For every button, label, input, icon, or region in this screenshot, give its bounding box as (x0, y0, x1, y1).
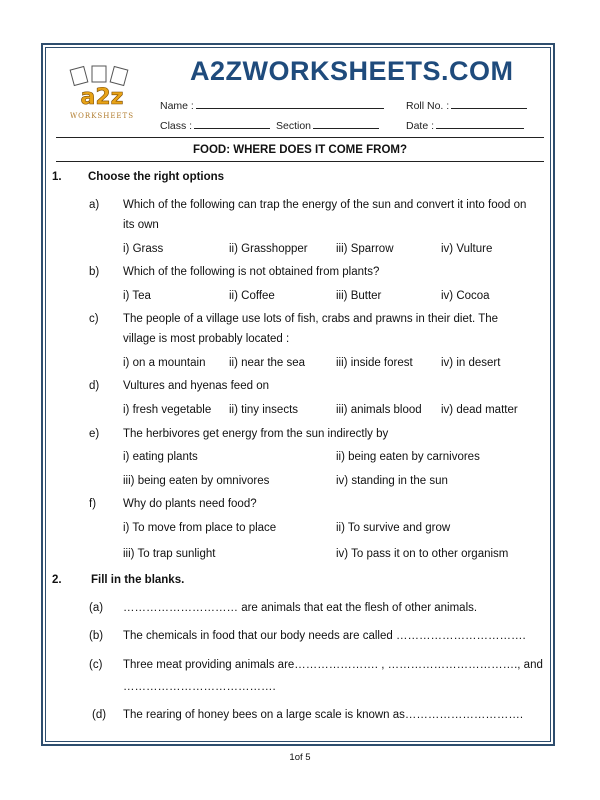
date-field: Date : (406, 118, 524, 132)
option: iv) dead matter (441, 404, 518, 416)
option: ii) To survive and grow (336, 522, 451, 534)
question-label: e) (89, 428, 100, 440)
option: iii) inside forest (336, 357, 413, 369)
question-label: f) (89, 498, 97, 510)
option: ii) near the sea (229, 357, 306, 369)
question-text: The rearing of honey bees on a large scale is known as…………………………. (123, 709, 524, 721)
question-text: Which of the following is not obtained from plants? (123, 266, 380, 278)
name-field: Name : (160, 98, 384, 112)
page-number: 1of 5 (289, 752, 311, 763)
option: ii) Grasshopper (229, 243, 308, 255)
question-text: …………………………………. (123, 681, 276, 693)
svg-text:WORKSHEETS: WORKSHEETS (69, 112, 135, 120)
option: i) Tea (123, 290, 151, 302)
option: i) To move from place to place (123, 522, 277, 534)
question-text: The herbivores get energy from the sun indirectly by (123, 428, 389, 440)
site-title: A2ZWORKSHEETS.COM (190, 56, 514, 86)
question-text: Why do plants need food? (123, 498, 257, 510)
option: iii) Sparrow (336, 243, 394, 255)
question-label: a) (89, 199, 100, 211)
question-label: (d) (92, 709, 107, 721)
question-label: (c) (89, 659, 103, 671)
option: i) fresh vegetable (123, 404, 212, 416)
option: ii) tiny insects (229, 404, 299, 416)
option: iii) Butter (336, 290, 382, 302)
title-divider (56, 161, 544, 162)
option: iv) Cocoa (441, 290, 490, 302)
section2-heading: Fill in the blanks. (91, 574, 185, 586)
section1-number: 1. (52, 171, 62, 183)
option: iv) in desert (441, 357, 501, 369)
question-label: d) (89, 380, 100, 392)
question-text: The people of a village use lots of fish, crabs and prawns in their diet. The (123, 313, 499, 325)
option: i) on a mountain (123, 357, 206, 369)
question-label: b) (89, 266, 100, 278)
question-text: ………………………… are animals that eat the flesh of other animals. (123, 602, 478, 614)
question-label: (b) (89, 630, 104, 642)
class-field: Class : (160, 118, 270, 132)
option: iv) Vulture (441, 243, 493, 255)
section2-number: 2. (52, 574, 62, 586)
option: i) eating plants (123, 451, 198, 463)
section1-heading: Choose the right options (88, 171, 225, 183)
question-text: Which of the following can trap the energy of the sun and convert it into food on (123, 199, 527, 211)
option: ii) being eaten by carnivores (336, 451, 480, 463)
question-text: Three meat providing animals are…………………. , ……………………………., and (123, 659, 543, 671)
option: iv) standing in the sun (336, 475, 448, 487)
option: iii) being eaten by omnivores (123, 475, 270, 487)
svg-text:a2z: a2z (80, 85, 124, 110)
question-text: village is most probably located : (123, 333, 290, 345)
question-text: its own (123, 219, 159, 231)
worksheet-title: FOOD: WHERE DOES IT COME FROM? (192, 144, 408, 156)
option: i) Grass (123, 243, 164, 255)
option: iii) animals blood (336, 404, 422, 416)
option: iv) To pass it on to other organism (336, 548, 509, 560)
header-divider (56, 137, 544, 138)
question-label: c) (89, 313, 99, 325)
question-label: (a) (89, 602, 104, 614)
a2z-logo (62, 64, 142, 124)
section-field: Section (276, 118, 379, 132)
option: iii) To trap sunlight (123, 548, 216, 560)
question-text: The chemicals in food that our body needs are called ……………………………. (123, 630, 526, 642)
option: ii) Coffee (229, 290, 275, 302)
roll-field: Roll No. : (406, 98, 527, 112)
question-text: Vultures and hyenas feed on (123, 380, 269, 392)
